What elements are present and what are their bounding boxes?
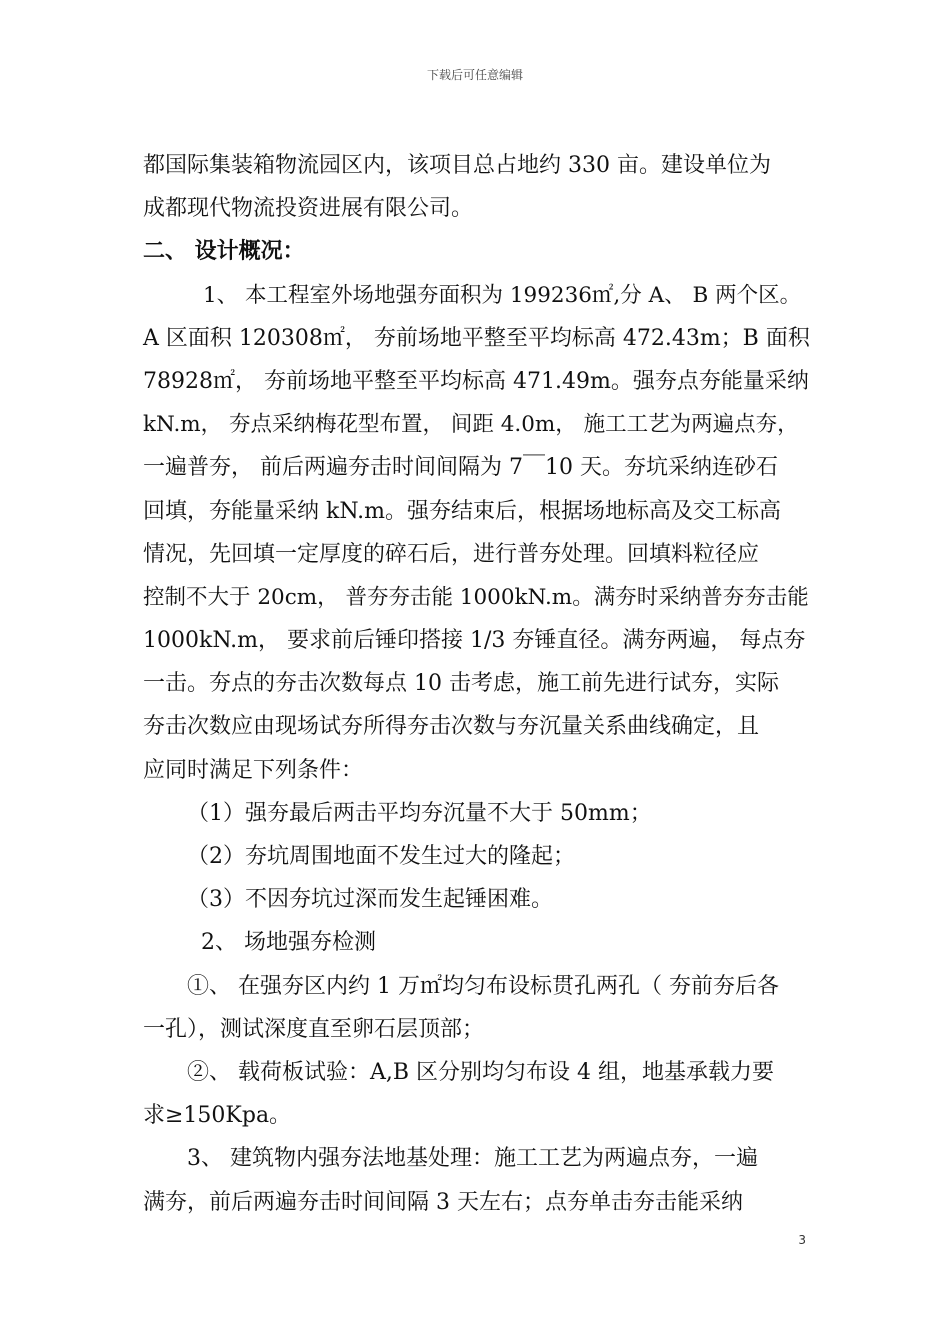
document-body: [143, 144, 811, 1224]
text-line: 成都现代物流投资进展有限公司。: [143, 196, 474, 222]
page-number: 3: [798, 1233, 806, 1247]
text-line: （3）不因夯坑过深而发生起锤困难。: [187, 887, 553, 913]
text-line: 一孔），测试深度直至卵石层顶部；: [143, 1016, 485, 1042]
text-line: 求≥150Kpa。: [143, 1103, 292, 1129]
text-line: 夯击次数应由现场试夯所得夯击次数与夯沉量关系曲线确定，且: [143, 714, 760, 740]
text-line: 都国际集装箱物流园区内，该项目总占地约 330 亩。建设单位为: [143, 153, 771, 178]
text-line: （1）强夯最后两击平均夯沉量不大于 50mm；: [187, 800, 652, 826]
text-line: 回填，夯能量采纳 kN.m。强夯结束后，根据场地标高及交工标高: [143, 498, 782, 524]
text-line: （2）夯坑周围地面不发生过大的隆起；: [187, 844, 575, 869]
text-line: 1、 本工程室外场地强夯面积为 199236㎡,分 A、 B 两个区。: [203, 282, 802, 308]
page-header: 下载后可任意编辑: [426, 68, 523, 82]
text-line: 一击。夯点的夯击次数每点 10 击考虑，施工前先进行试夯，实际: [143, 671, 779, 697]
text-line: A 区面积 120308㎡， 夯前场地平整至平均标高 472.43m；B 面积: [143, 325, 810, 351]
text-line: kN.m， 夯点采纳梅花型布置， 间距 4.0m， 施工工艺为两遍点夯，: [143, 412, 799, 438]
text-line: 应同时满足下列条件：: [143, 757, 364, 783]
text-line: 3、 建筑物内强夯法地基处理：施工工艺为两遍点夯，一遍: [187, 1146, 758, 1172]
text-line: 控制不大于 20cm， 普夯夯击能 1000kN.m。满夯时采纳普夯夯击能: [143, 584, 809, 610]
text-line: ①、 在强夯区内约 1 万㎡均匀布设标贯孔两孔（ 夯前夯后各: [187, 973, 779, 999]
section-heading: 二、 设计概况：: [143, 239, 305, 265]
text-line: 78928㎡， 夯前场地平整至平均标高 471.49m。强夯点夯能量采纳: [143, 368, 809, 394]
text-line: 满夯，前后两遍夯击时间间隔 3 天左右；点夯单击夯击能采纳: [143, 1189, 743, 1215]
text-line: ②、 载荷板试验：A,B 区分别均匀布设 4 组，地基承载力要: [187, 1059, 775, 1085]
text-line: 情况，先回填一定厚度的碎石后，进行普夯处理。回填料粒径应: [143, 541, 760, 567]
text-line: 1000kN.m， 要求前后锤印搭接 1/3 夯锤直径。满夯两遍， 每点夯: [143, 628, 806, 654]
text-line: 一遍普夯， 前后两遍夯击时间间隔为 7￣10 天。夯坑采纳连砂石: [143, 455, 778, 481]
text-line: 2、 场地强夯检测: [201, 930, 376, 956]
